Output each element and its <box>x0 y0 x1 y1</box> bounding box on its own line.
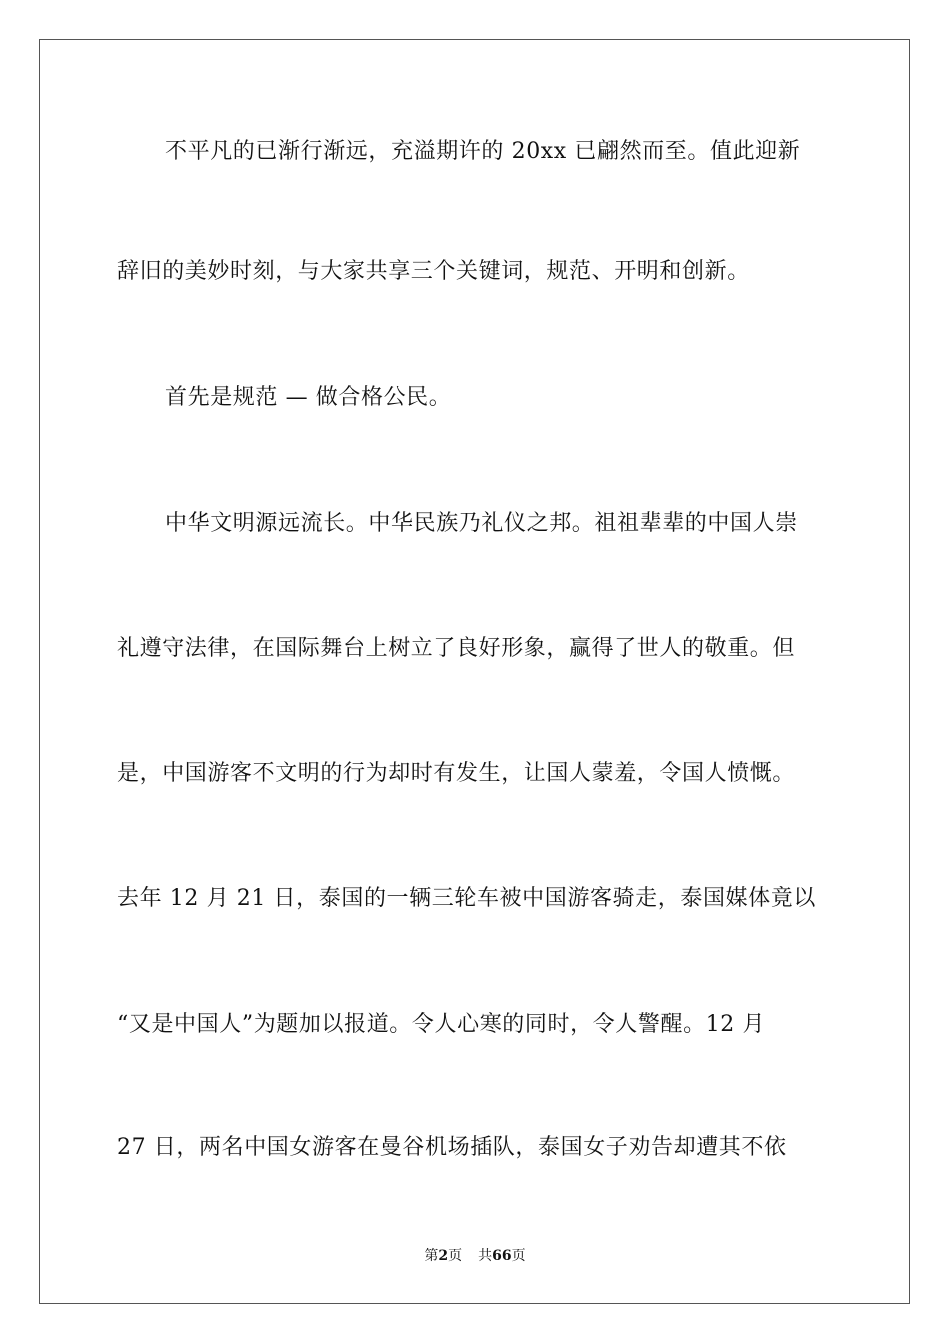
page-number: 2 <box>438 1248 449 1264</box>
paragraph-line: “又是中国人”为题加以报道。令人心寒的同时，令人警醒。12 月 <box>117 1012 766 1037</box>
paragraph-line: 不平凡的已渐行渐远，充溢期许的 20xx 已翩然而至。值此迎新 <box>165 139 801 164</box>
page-border <box>39 39 910 1304</box>
paragraph-line: 去年 12 月 21 日，泰国的一辆三轮车被中国游客骑走，泰国媒体竟以 <box>117 886 816 911</box>
total-suffix: 页 <box>511 1248 526 1264</box>
paragraph-line: 中华文明源远流长。中华民族乃礼仪之邦。祖祖辈辈的中国人崇 <box>165 511 798 536</box>
paragraph-line: 礼遵守法律，在国际舞台上树立了良好形象，赢得了世人的敬重。但 <box>117 636 796 661</box>
page-footer <box>0 1246 950 1266</box>
total-pages: 66 <box>492 1248 512 1264</box>
page-prefix: 第 <box>424 1248 439 1264</box>
paragraph-line: 辞旧的美妙时刻，与大家共享三个关键词，规范、开明和创新。 <box>117 259 750 284</box>
paragraph-line: 27 日，两名中国女游客在曼谷机场插队，泰国女子劝告却遭其不依 <box>117 1135 787 1160</box>
section-heading: 首先是规范 — 做合格公民。 <box>165 385 452 410</box>
paragraph-line: 是，中国游客不文明的行为却时有发生，让国人蒙羞，令国人愤慨。 <box>117 761 796 786</box>
page-suffix: 页 <box>448 1248 463 1264</box>
total-prefix: 共 <box>478 1248 493 1264</box>
